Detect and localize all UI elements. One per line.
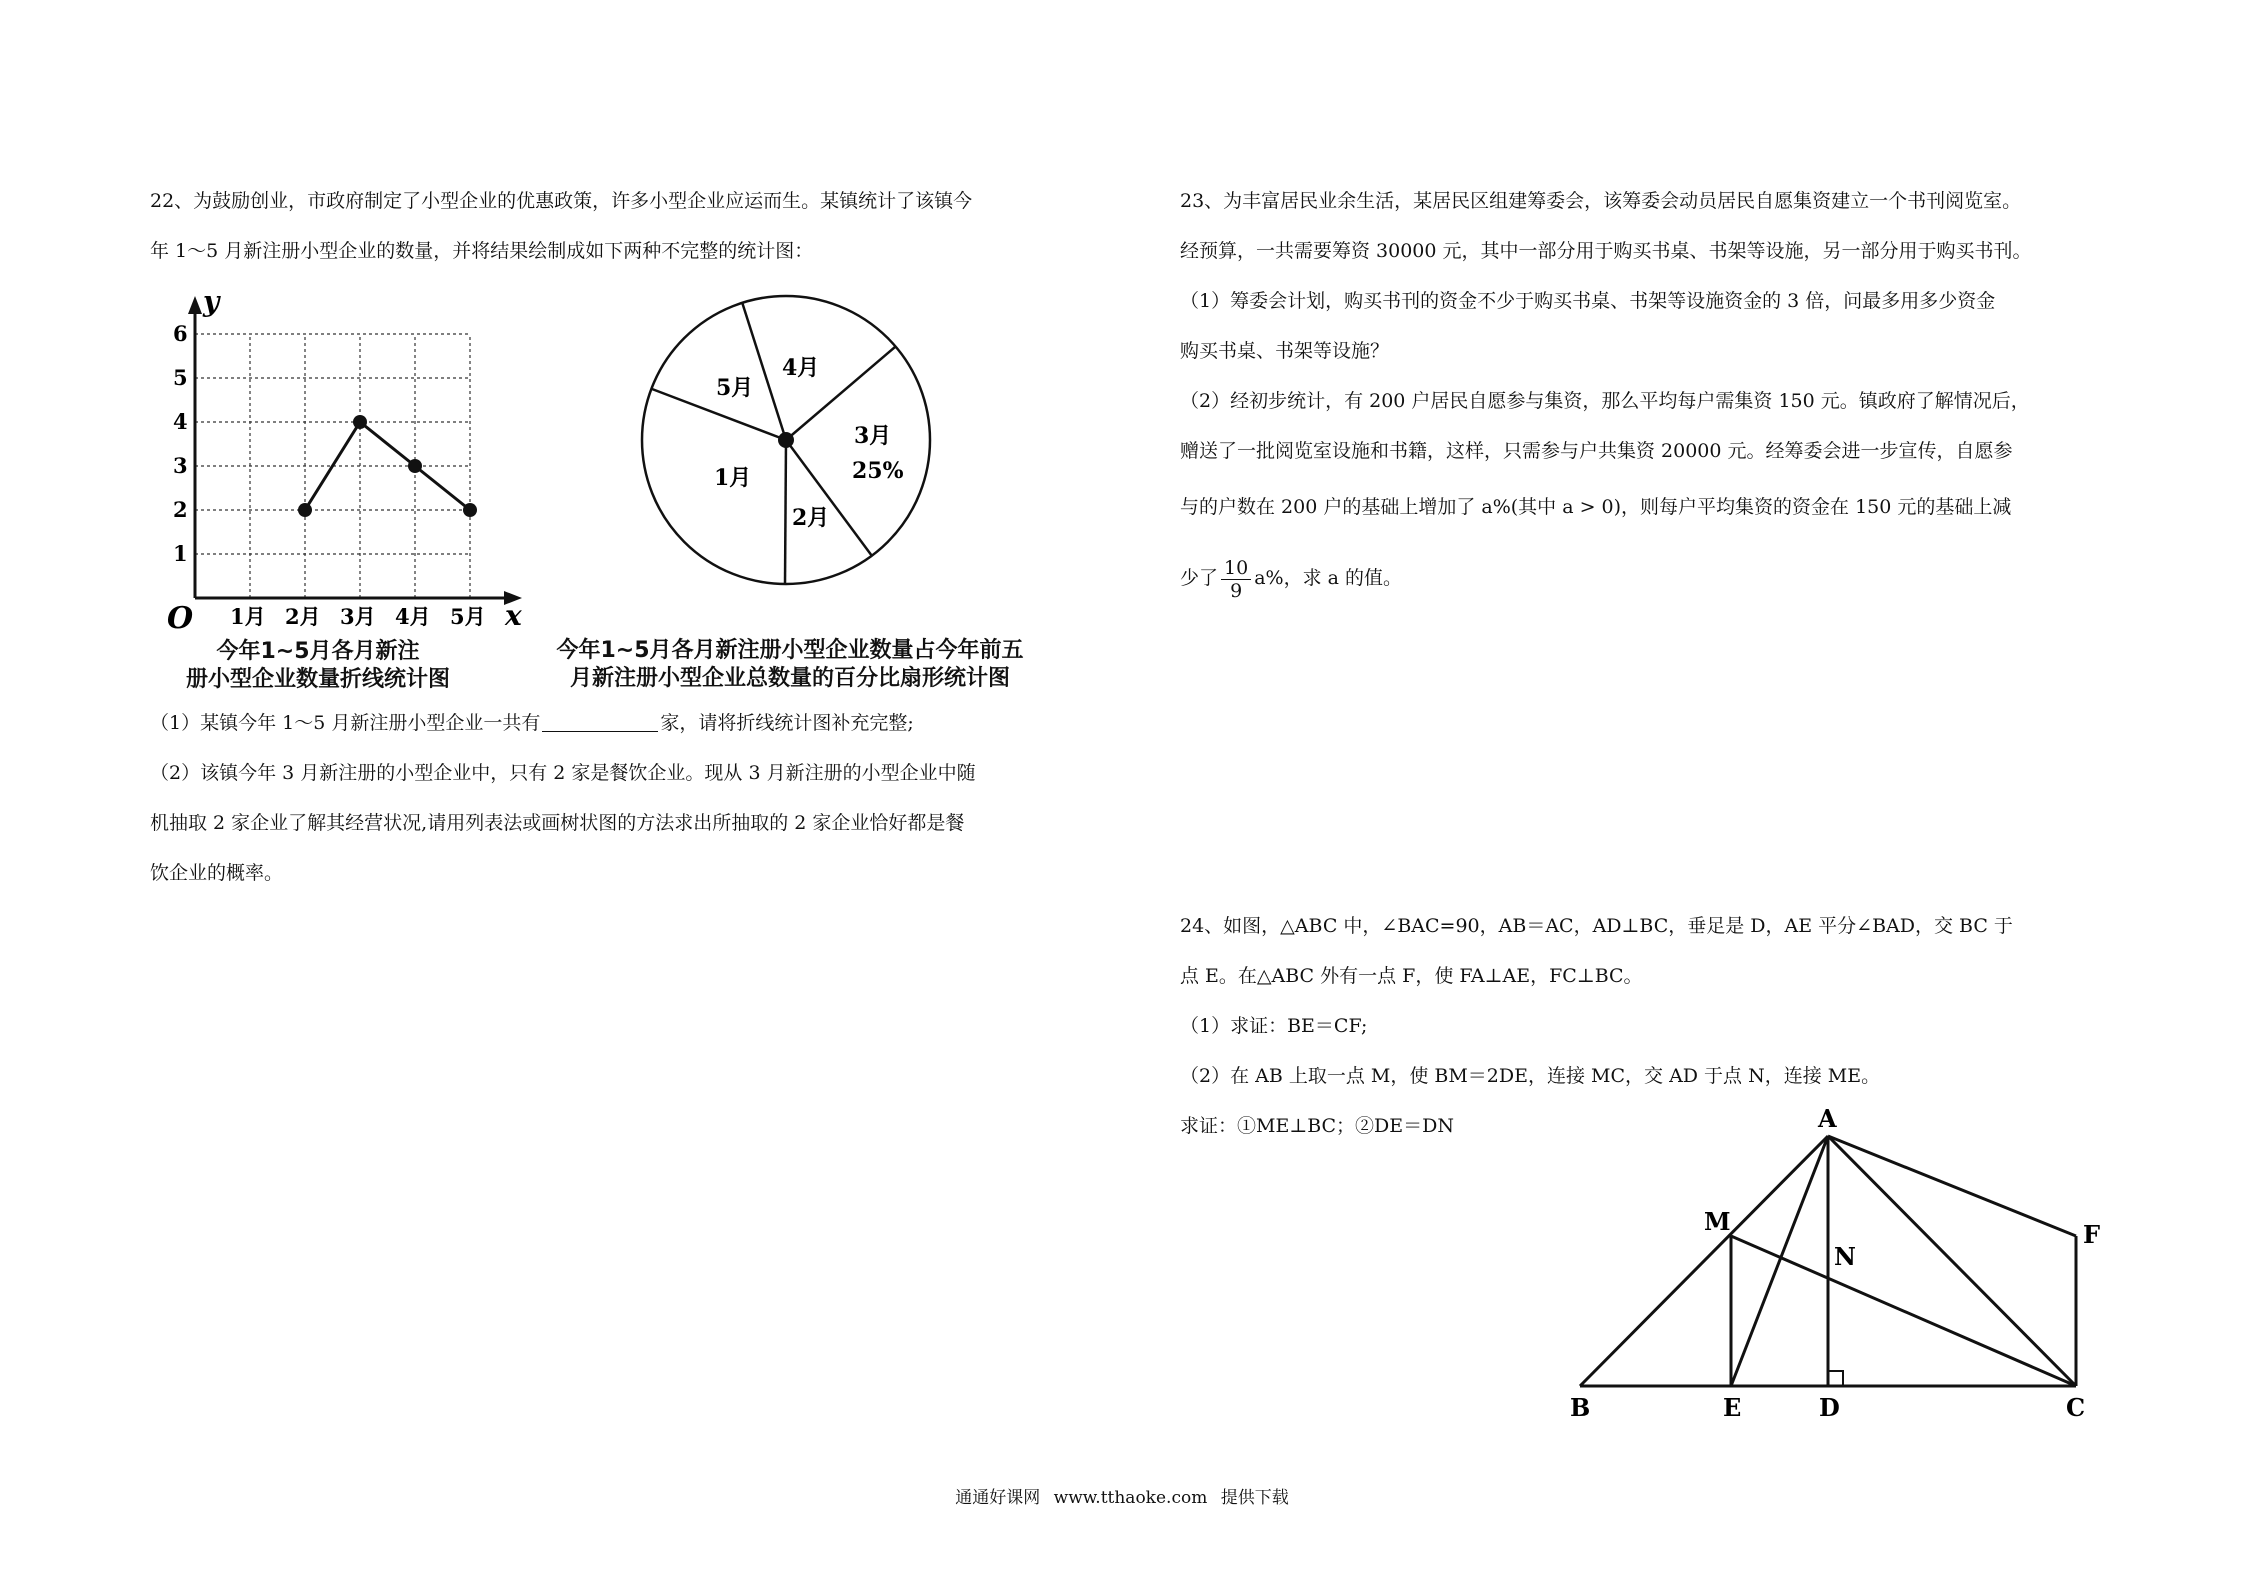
q22-part1-after: 家，请将折线统计图补充完整;: [660, 712, 914, 734]
fraction-denominator: 9: [1230, 579, 1243, 602]
point-label-E: E: [1723, 1393, 1742, 1422]
line-chart-caption: [178, 638, 458, 694]
q23-line8: [1180, 548, 1402, 608]
q22-part2-line2: 机抽取 2 家企业了解其经营状况,请用列表法或画树状图的方法求出所抽取的 2 家企业恰好都是餐: [150, 812, 965, 834]
pie-divider-2-1: [785, 440, 786, 584]
pie-label-5: 5月: [716, 375, 754, 401]
q22-part2-line3: 饮企业的概率。: [150, 862, 284, 884]
footer-note: 提供下载: [1220, 1488, 1289, 1508]
data-point: [463, 503, 477, 517]
q23-line2: 经预算，一共需要筹资 30000 元，其中一部分用于购买书桌、书架等设施，另一部分用于购买书刊。: [1180, 240, 2032, 262]
y-tick-label: 4: [173, 409, 188, 434]
q23-line7: 与的户数在 200 户的基础上增加了 a%(其中 a > 0)，则每户平均集资的资金在 150 元的基础上减: [1180, 496, 2012, 518]
footer-site-name: 通通好课网: [955, 1488, 1041, 1508]
pie-label-1: 1月: [714, 465, 752, 491]
q22-line2: 年 1～5 月新注册小型企业的数量，并将结果绘制成如下两种不完整的统计图：: [150, 240, 814, 262]
segment-AF: [1828, 1136, 2076, 1236]
pie-chart-caption: [520, 637, 1060, 693]
x-tick-label: 5月: [450, 604, 486, 629]
x-tick-label: 2月: [285, 604, 321, 629]
q23-line8-post: a%，求 a 的值。: [1254, 567, 1402, 589]
right-angle-mark-D: [1828, 1371, 1843, 1386]
point-label-N: N: [1834, 1242, 1856, 1271]
point-label-M: M: [1704, 1207, 1731, 1236]
point-label-A: A: [1818, 1104, 1837, 1133]
q22-line1: 22、为鼓励创业，市政府制定了小型企业的优惠政策，许多小型企业应运而生。某镇统计了该镇今: [150, 190, 973, 212]
y-tick-label: 1: [173, 541, 188, 566]
point-label-B: B: [1570, 1393, 1591, 1422]
triangle-figure: [1560, 1100, 2120, 1430]
line-chart-axes: [188, 296, 522, 605]
line-chart-ticks: [173, 321, 486, 629]
q24-line1: 24、如图，△ABC 中，∠BAC=90，AB＝AC，AD⊥BC，垂足是 D，AE 平分∠BAD，交 BC 于: [1180, 915, 2013, 937]
q22-part1-before: （1）某镇今年 1～5 月新注册小型企业一共有: [150, 712, 541, 734]
q23-line4: 购买书桌、书架等设施？: [1180, 340, 1390, 362]
pie-label-4: 4月: [782, 355, 820, 381]
pie-chart-caption-line1: 今年1~5月各月新注册小型企业数量占今年前五: [556, 638, 1024, 663]
line-chart-caption-line2: 册小型企业数量折线统计图: [185, 667, 450, 692]
pie-chart-caption-line2: 月新注册小型企业总数量的百分比扇形统计图: [569, 666, 1010, 691]
point-label-D: D: [1819, 1393, 1840, 1422]
q24-line3: （1）求证：BE＝CF;: [1180, 1015, 1368, 1037]
line-chart: [155, 285, 545, 635]
q24-line5: 求证：①ME⊥BC；②DE＝DN: [1180, 1115, 1455, 1137]
point-label-C: C: [2066, 1393, 2086, 1422]
y-axis-label: y: [203, 285, 220, 318]
q24-line2: 点 E。在△ABC 外有一点 F，使 FA⊥AE，FC⊥BC。: [1180, 965, 1643, 987]
line-chart-caption-line1: 今年1~5月各月新注: [216, 639, 420, 664]
origin-label: O: [167, 601, 194, 635]
data-point: [298, 503, 312, 517]
q23-line6: 赠送了一批阅览室设施和书籍，这样，只需参与户共集资 20000 元。经筹委会进一步宣传，自愿参: [1180, 440, 2013, 462]
x-tick-label: 3月: [340, 604, 376, 629]
point-label-F: F: [2083, 1220, 2101, 1249]
segment-AE: [1731, 1136, 1828, 1386]
pie-label-2: 2月: [792, 505, 830, 531]
y-tick-label: 6: [173, 321, 188, 346]
y-tick-label: 5: [173, 365, 188, 390]
footer: [0, 1483, 2244, 1508]
data-point: [408, 459, 422, 473]
pie-center-dot: [778, 432, 794, 448]
x-tick-label: 4月: [395, 604, 431, 629]
segment-MC: [1731, 1236, 2076, 1386]
data-point: [353, 415, 367, 429]
pie-divider-4-5: [742, 302, 786, 440]
x-axis-label: x: [505, 599, 522, 632]
answer-blank: [542, 713, 658, 732]
y-tick-label: 2: [173, 497, 188, 522]
y-axis-arrow-icon: [188, 296, 202, 314]
q22-part2-line1: （2）该镇今年 3 月新注册的小型企业中，只有 2 家是餐饮企业。现从 3 月新注册的小型企业中随: [150, 762, 976, 784]
x-tick-label: 1月: [230, 604, 266, 629]
fraction-numerator: 10: [1221, 557, 1251, 580]
fraction-10-9: [1221, 557, 1251, 602]
y-tick-label: 3: [173, 453, 188, 478]
q23-line1: 23、为丰富居民业余生活，某居民区组建筹委会，该筹委会动员居民自愿集资建立一个书刊阅览室。: [1180, 190, 2022, 212]
segment-AC: [1828, 1136, 2076, 1386]
pie-label-3: 3月: [854, 423, 892, 449]
pie-label-3-percent: 25%: [852, 458, 904, 484]
pie-chart: [630, 285, 950, 605]
q23-line5: （2）经初步统计，有 200 户居民自愿参与集资，那么平均每户需集资 150 元。镇政府了解情况后，: [1180, 390, 2030, 412]
footer-url[interactable]: www.tthaoke.com: [1053, 1488, 1208, 1508]
q24-line4: （2）在 AB 上取一点 M，使 BM＝2DE，连接 MC，交 AD 于点 N，连接 ME。: [1180, 1065, 1881, 1087]
q22-part1: [150, 710, 914, 736]
q23-line8-pre: 少了: [1180, 567, 1219, 589]
q23-line3: （1）筹委会计划，购买书刊的资金不少于购买书桌、书架等设施资金的 3 倍，问最多用多少资金: [1180, 290, 1996, 312]
